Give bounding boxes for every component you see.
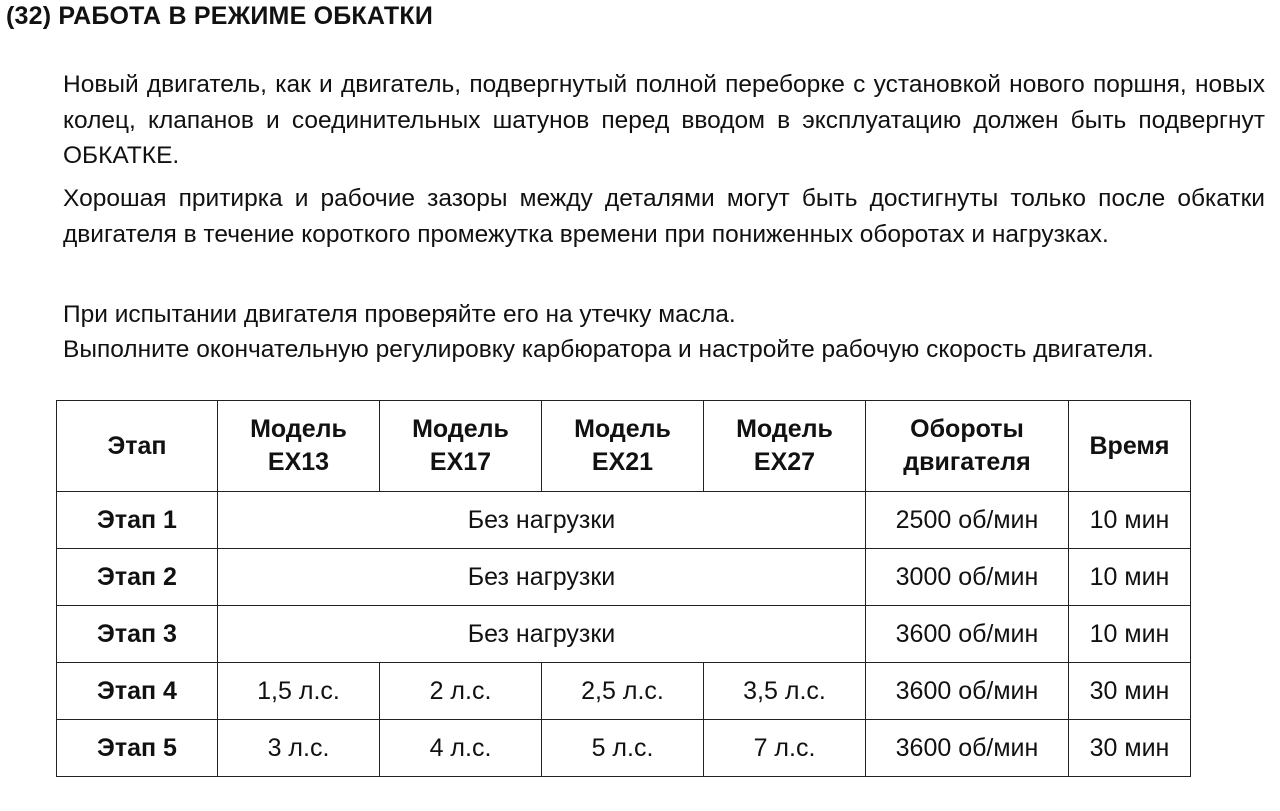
table-row [57, 606, 1191, 663]
load-cell: Без нагрузки [218, 492, 866, 549]
header-model-code: EX21 [591, 448, 654, 476]
break-in-table [56, 400, 1191, 777]
header-model-ex17 [380, 401, 542, 492]
load-cell-ex17: 4 л.с. [380, 720, 542, 777]
load-cell-ex21: 5 л.с. [542, 720, 704, 777]
load-cell-ex27: 7 л.с. [704, 720, 866, 777]
header-model-code: EX27 [753, 448, 816, 476]
stage-cell: Этап 1 [57, 492, 218, 549]
header-model-ex27 [704, 401, 866, 492]
time-cell: 10 мин [1069, 606, 1191, 663]
table-row [57, 663, 1191, 720]
load-cell-ex13: 1,5 л.с. [218, 663, 380, 720]
header-model-ex21 [542, 401, 704, 492]
load-cell: Без нагрузки [218, 606, 866, 663]
paragraph-carburetor: Выполните окончательную регулировку карбюратора и настройте рабочую скорость двигателя. [63, 336, 1154, 363]
time-cell: 30 мин [1069, 720, 1191, 777]
table-row [57, 549, 1191, 606]
header-model-label: Модель [574, 415, 671, 443]
time-cell: 10 мин [1069, 549, 1191, 606]
paragraph-new-engine: Новый двигатель, как и двигатель, подвергнутый полной переборке с установкой нового поршня, новых колец, клапанов и соединительных шатунов перед вводом в эксплуатацию должен быть подвергнут ОБКАТКЕ. [63, 71, 1265, 169]
header-model-ex13 [218, 401, 380, 492]
header-model-label: Модель [736, 415, 833, 443]
header-rpm-line1: Обороты [910, 415, 1024, 443]
header-rpm [866, 401, 1069, 492]
header-model-label: Модель [250, 415, 347, 443]
load-cell-ex21: 2,5 л.с. [542, 663, 704, 720]
stage-cell: Этап 2 [57, 549, 218, 606]
table-header-row [57, 401, 1191, 492]
header-model-label: Модель [412, 415, 509, 443]
rpm-cell: 3600 об/мин [866, 606, 1069, 663]
load-cell: Без нагрузки [218, 549, 866, 606]
table-row [57, 492, 1191, 549]
section-heading: (32) РАБОТА В РЕЖИМЕ ОБКАТКИ [6, 2, 433, 30]
load-cell-ex27: 3,5 л.с. [704, 663, 866, 720]
header-model-code: EX17 [429, 448, 492, 476]
header-time: Время [1069, 401, 1191, 492]
load-cell-ex17: 2 л.с. [380, 663, 542, 720]
load-cell-ex13: 3 л.с. [218, 720, 380, 777]
table-row [57, 720, 1191, 777]
time-cell: 10 мин [1069, 492, 1191, 549]
header-model-code: EX13 [267, 448, 330, 476]
rpm-cell: 3600 об/мин [866, 720, 1069, 777]
rpm-cell: 3000 об/мин [866, 549, 1069, 606]
stage-cell: Этап 3 [57, 606, 218, 663]
rpm-cell: 2500 об/мин [866, 492, 1069, 549]
stage-cell: Этап 4 [57, 663, 218, 720]
rpm-cell: 3600 об/мин [866, 663, 1069, 720]
stage-cell: Этап 5 [57, 720, 218, 777]
header-rpm-line2: двигателя [903, 448, 1031, 476]
time-cell: 30 мин [1069, 663, 1191, 720]
paragraph-oil-leak: При испытании двигателя проверяйте его на утечку масла. [63, 301, 736, 328]
paragraph-break-in: Хорошая притирка и рабочие зазоры между деталями могут быть достигнуты только после обкатки двигателя в течение короткого промежутка времени при пониженных оборотах и нагрузках. [63, 185, 1265, 248]
header-stage: Этап [57, 401, 218, 492]
